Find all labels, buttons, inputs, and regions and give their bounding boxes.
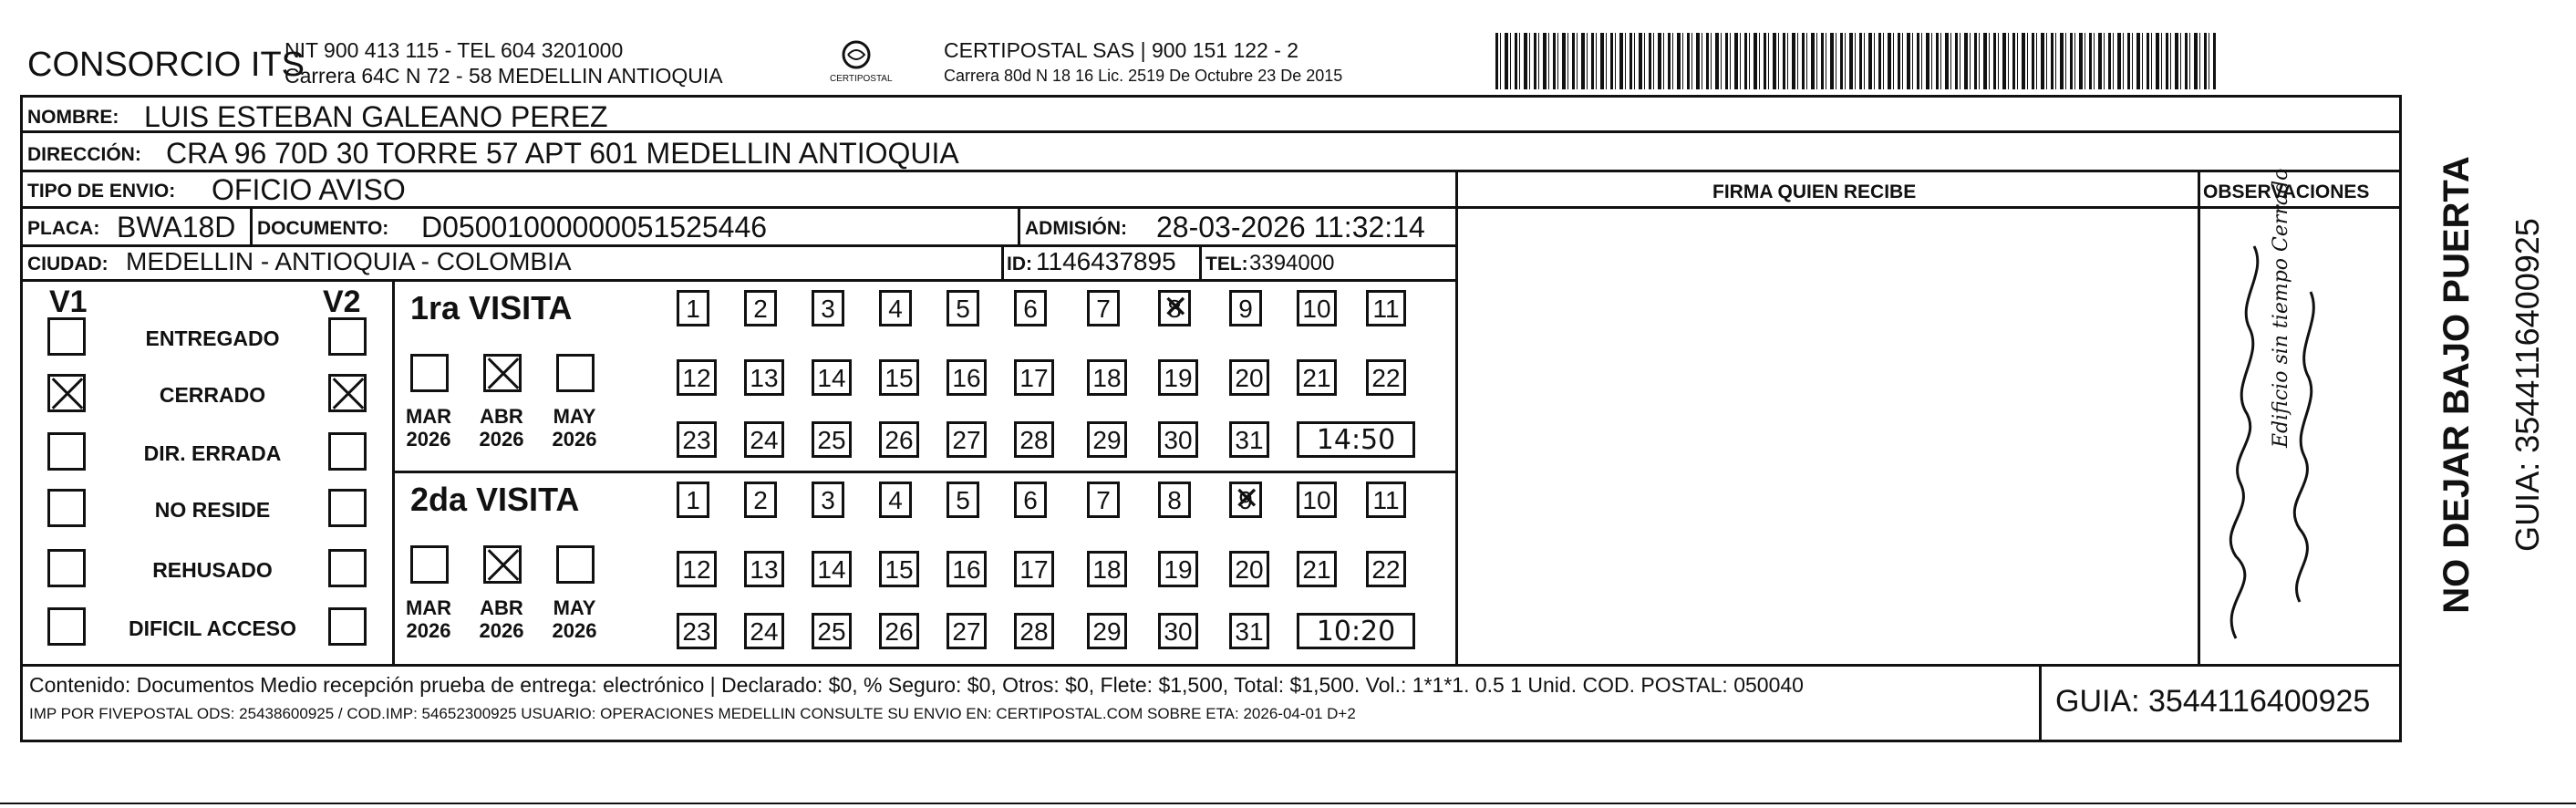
day-box[interactable]: 18 (1087, 359, 1127, 396)
day-box[interactable]: 17 (1014, 359, 1054, 396)
day-box[interactable]: 30 (1158, 421, 1198, 458)
day-box[interactable]: 2 (744, 482, 777, 518)
direccion-label: DIRECCIÓN: (27, 144, 141, 165)
status-option-label: ENTREGADO (145, 326, 280, 350)
id-label: ID: (1007, 254, 1032, 275)
company-address: Carrera 64C N 72 - 58 MEDELLIN ANTIOQUIA (284, 64, 723, 88)
day-box[interactable]: 8 (1158, 482, 1191, 518)
footer-imp: IMP POR FIVEPOSTAL ODS: 25438600925 / COD.IMP: 54652300925 USUARIO: OPERACIONES MEDELLIN CONSULTE SU ENVIO EN: CERTIPOSTAL.COM SOBRE ETA: 2026-04-01 D+2 (29, 705, 1356, 722)
direccion-value: CRA 96 70D 30 TORRE 57 APT 601 MEDELLIN ANTIOQUIA (166, 137, 959, 170)
status-option-label: NO RESIDE (154, 498, 271, 522)
day-box[interactable]: 6 (1014, 290, 1047, 326)
day-box[interactable]: 3 (812, 482, 844, 518)
day-box[interactable]: 3 (812, 290, 844, 326)
v2-checkbox-dificil-acceso[interactable] (328, 607, 367, 646)
v2-checkbox-dir-errada[interactable] (328, 432, 367, 471)
day-box[interactable]: 9 (1229, 290, 1262, 326)
day-box[interactable]: 22 (1366, 551, 1406, 587)
day-box[interactable]: 16 (947, 359, 987, 396)
day-box[interactable]: 18 (1087, 551, 1127, 587)
day-box[interactable]: 14 (812, 551, 852, 587)
day-box[interactable]: 11 (1366, 482, 1406, 518)
day-box[interactable]: 4 (879, 290, 912, 326)
day-box[interactable]: 5 (947, 482, 979, 518)
month-checkbox[interactable] (556, 354, 595, 392)
footer-guia: GUIA: 3544116400925 (2055, 684, 2371, 719)
day-box[interactable]: 20 (1229, 359, 1269, 396)
v1-checkbox-dificil-acceso[interactable] (47, 607, 86, 646)
logo-text: CERTIPOSTAL (830, 74, 893, 84)
visit-title: 2da VISITA (410, 481, 580, 518)
side-warning: NO DEJAR BAJO PUERTA (2436, 156, 2477, 614)
v1-checkbox-no-reside[interactable] (47, 489, 86, 527)
day-box[interactable]: 2 (744, 290, 777, 326)
day-box[interactable]: 23 (677, 421, 717, 458)
month-label: ABR 2026 (479, 405, 524, 451)
day-box[interactable]: 12 (677, 359, 717, 396)
day-box[interactable]: 11 (1366, 290, 1406, 326)
day-box[interactable]: 31 (1229, 421, 1269, 458)
month-checkbox[interactable] (483, 545, 522, 584)
day-box[interactable]: 26 (879, 613, 919, 649)
company-name: CONSORCIO ITS (27, 46, 305, 84)
day-box[interactable]: 25 (812, 613, 852, 649)
day-box[interactable]: 19 (1158, 551, 1198, 587)
day-box[interactable]: 24 (744, 421, 784, 458)
footer-contenido: Contenido: Documentos Medio recepción prueba de entrega: electrónico | Declarado: $0, % Seguro: $0, Otros: $0, Flete: $1,500, Total: $1,500. Vol.: 1*1*1. 0.5 1 Unid. COD. POSTAL: 050040 (29, 673, 1804, 697)
v1-header: V1 (49, 285, 88, 319)
day-box[interactable]: 29 (1087, 421, 1127, 458)
v2-checkbox-rehusado[interactable] (328, 549, 367, 587)
certipostal-logo (828, 36, 893, 93)
day-box[interactable]: 10 (1297, 482, 1337, 518)
day-box[interactable]: 7 (1087, 482, 1120, 518)
day-box[interactable]: 19 (1158, 359, 1198, 396)
day-box[interactable]: 23 (677, 613, 717, 649)
v1-checkbox-cerrado[interactable] (47, 374, 86, 412)
day-box[interactable]: 31 (1229, 613, 1269, 649)
visit-time[interactable]: 10:20 (1297, 613, 1415, 649)
observaciones-handwritten-text: Edificio sin tiempo Cerrado (2270, 168, 2292, 448)
day-box[interactable]: 16 (947, 551, 987, 587)
status-option-label: DIR. ERRADA (143, 441, 282, 465)
month-label: MAR 2026 (405, 596, 452, 643)
day-box[interactable]: 26 (879, 421, 919, 458)
v2-checkbox-no-reside[interactable] (328, 489, 367, 527)
tel-label: TEL: (1205, 254, 1248, 275)
day-box[interactable]: 28 (1014, 421, 1054, 458)
admision-label: ADMISIÓN: (1025, 218, 1127, 239)
documento-value: D05001000000051525446 (421, 211, 768, 243)
observaciones-header: OBSERVACIONES (2203, 181, 2370, 202)
tel-value: 3394000 (1249, 251, 1335, 275)
day-box[interactable]: 21 (1297, 551, 1337, 587)
certipostal-license: Carrera 80d N 18 16 Lic. 2519 De Octubre 23 De 2015 (944, 67, 1343, 85)
ciudad-value: MEDELLIN - ANTIOQUIA - COLOMBIA (126, 247, 572, 275)
day-box[interactable]: 17 (1014, 551, 1054, 587)
company-nit-tel: NIT 900 413 115 - TEL 604 3201000 (284, 38, 624, 62)
barcode (1495, 33, 2216, 89)
tipo-envio-label: TIPO DE ENVIO: (27, 181, 176, 202)
day-box[interactable]: 8 ✕ (1158, 290, 1191, 326)
month-label: ABR 2026 (479, 596, 524, 643)
month-checkbox[interactable] (410, 354, 449, 392)
v2-header: V2 (323, 285, 361, 319)
day-box[interactable]: 28 (1014, 613, 1054, 649)
day-box[interactable]: 14 (812, 359, 852, 396)
documento-label: DOCUMENTO: (257, 218, 389, 239)
month-label: MAY 2026 (552, 405, 597, 451)
day-box[interactable]: 22 (1366, 359, 1406, 396)
day-box[interactable]: 20 (1229, 551, 1269, 587)
day-box[interactable]: 10 (1297, 290, 1337, 326)
month-checkbox[interactable] (483, 354, 522, 392)
v2-checkbox-cerrado[interactable] (328, 374, 367, 412)
tipo-envio-value: OFICIO AVISO (212, 173, 406, 206)
month-label: MAR 2026 (405, 405, 452, 451)
nombre-label: NOMBRE: (27, 107, 119, 128)
day-box[interactable]: 29 (1087, 613, 1127, 649)
month-checkbox[interactable] (410, 545, 449, 584)
day-box[interactable]: 21 (1297, 359, 1337, 396)
day-box[interactable]: 12 (677, 551, 717, 587)
day-box[interactable]: 25 (812, 421, 852, 458)
status-option-label: REHUSADO (152, 558, 273, 582)
id-value: 1146437895 (1036, 247, 1176, 275)
v2-checkbox-entregado[interactable] (328, 317, 367, 356)
day-box[interactable]: 1 (677, 482, 709, 518)
nombre-value: LUIS ESTEBAN GALEANO PEREZ (144, 100, 608, 133)
day-box[interactable]: 15 (879, 359, 919, 396)
day-box[interactable]: 1 (677, 290, 709, 326)
signature-area[interactable] (1459, 209, 2194, 661)
day-box[interactable]: 5 (947, 290, 979, 326)
ciudad-label: CIUDAD: (27, 254, 109, 275)
day-box[interactable]: 7 (1087, 290, 1120, 326)
day-box[interactable]: 27 (947, 421, 987, 458)
v1-checkbox-entregado[interactable] (47, 317, 86, 356)
admision-value: 28-03-2026 11:32:14 (1156, 211, 1425, 243)
day-box[interactable]: 30 (1158, 613, 1198, 649)
v1-checkbox-dir-errada[interactable] (47, 432, 86, 471)
certipostal-name: CERTIPOSTAL SAS | 900 151 122 - 2 (944, 38, 1299, 62)
status-option-label: CERRADO (159, 383, 266, 407)
day-box[interactable]: 13 (744, 551, 784, 587)
day-box[interactable]: 4 (879, 482, 912, 518)
side-guia: GUIA: 3544116400925 (2509, 218, 2546, 552)
status-option-label: DIFICIL ACCESO (128, 616, 296, 640)
day-box[interactable]: 15 (879, 551, 919, 587)
day-box[interactable]: 9 ✕ (1229, 482, 1262, 518)
visit-time[interactable]: 14:50 (1297, 421, 1415, 458)
month-label: MAY 2026 (552, 596, 597, 643)
v1-checkbox-rehusado[interactable] (47, 549, 86, 587)
day-box[interactable]: 24 (744, 613, 784, 649)
month-checkbox[interactable] (556, 545, 595, 584)
placa-label: PLACA: (27, 218, 100, 239)
placa-value: BWA18D (117, 211, 236, 243)
day-box[interactable]: 6 (1014, 482, 1047, 518)
side-vertical-text (2398, 128, 2546, 638)
day-box[interactable]: 27 (947, 613, 987, 649)
firma-header: FIRMA QUIEN RECIBE (1712, 181, 1917, 202)
day-box[interactable]: 13 (744, 359, 784, 396)
visit-title: 1ra VISITA (410, 289, 573, 326)
